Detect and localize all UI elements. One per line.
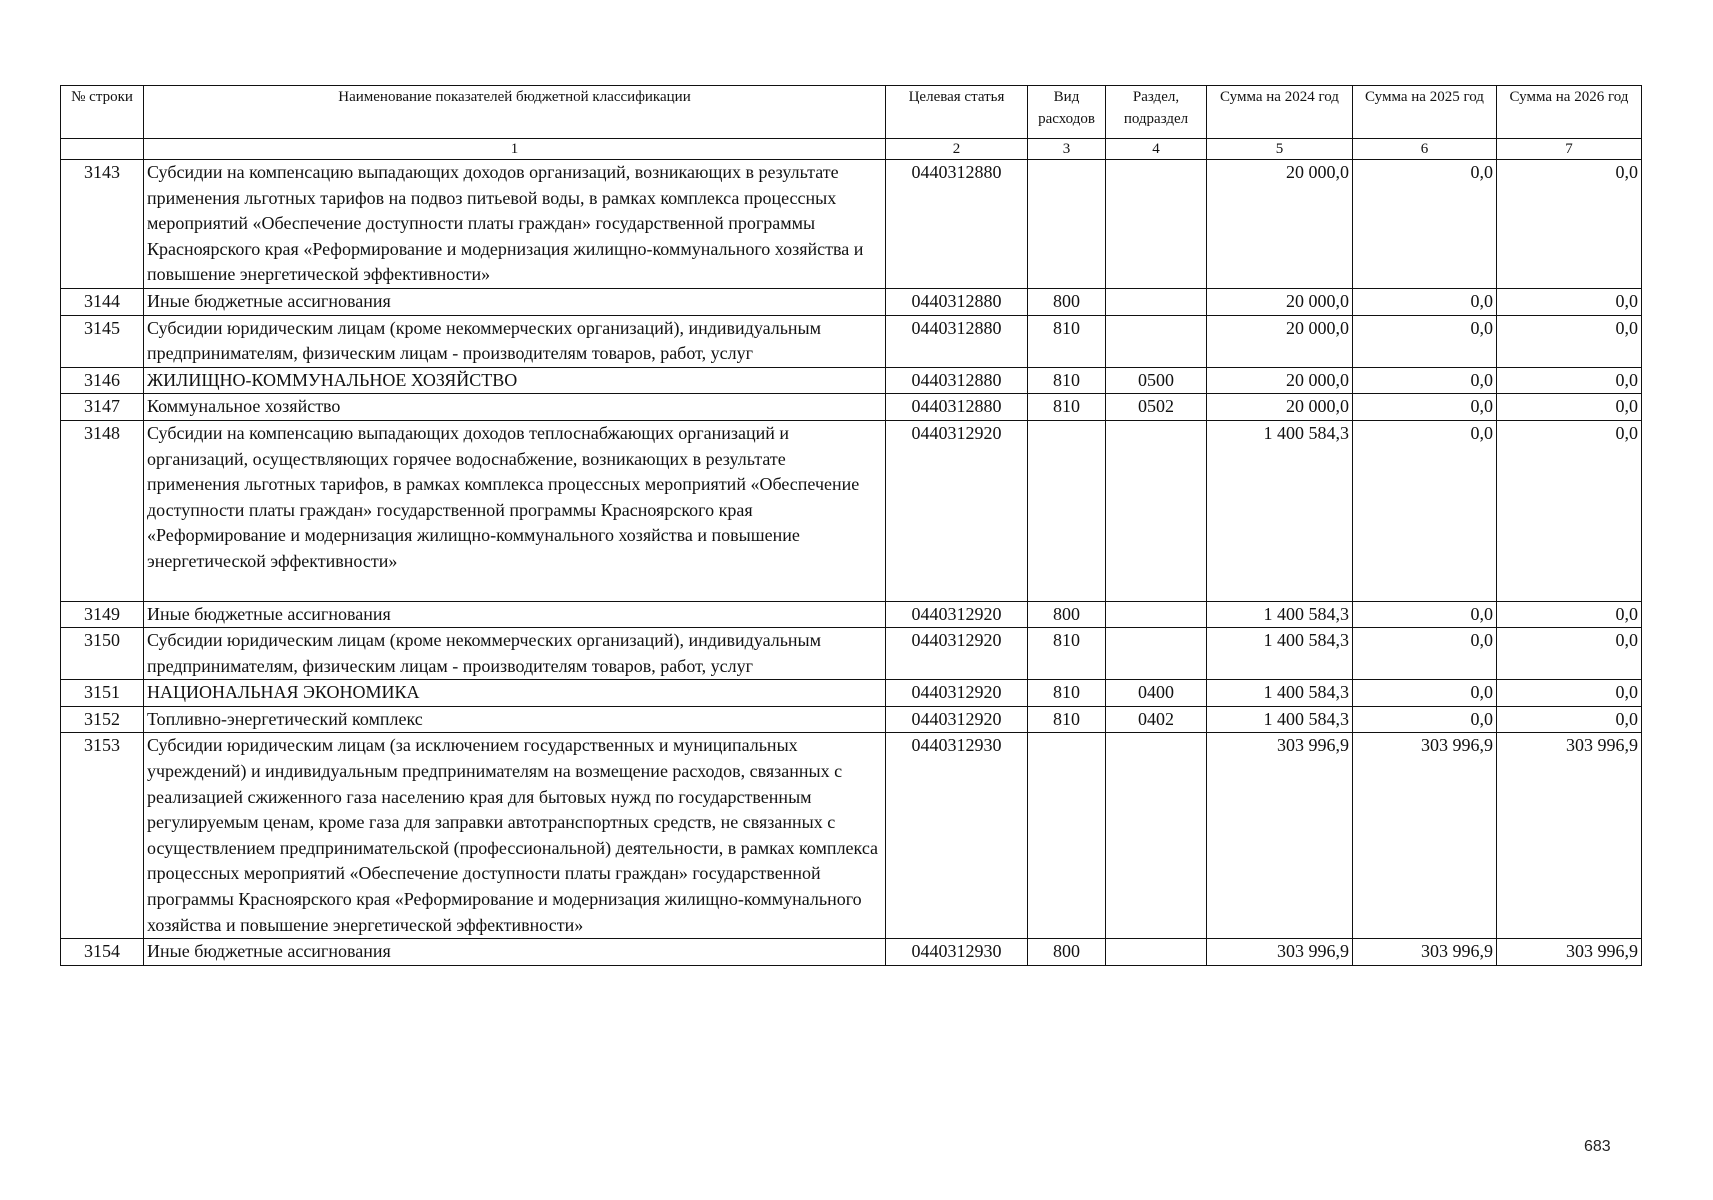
row-section: 0402: [1106, 706, 1207, 733]
row-target-article: 0440312930: [886, 939, 1028, 966]
row-sum-2024: 303 996,9: [1207, 733, 1353, 939]
row-target-article: 0440312880: [886, 367, 1028, 394]
row-sum-2025: 0,0: [1353, 315, 1497, 367]
row-target-article: 0440312880: [886, 394, 1028, 421]
header-sum-2025: Сумма на 2025 год: [1353, 86, 1497, 139]
row-section: [1106, 601, 1207, 628]
row-name: Иные бюджетные ассигнования: [144, 601, 886, 628]
row-sum-2026: 0,0: [1497, 601, 1642, 628]
row-name: НАЦИОНАЛЬНАЯ ЭКОНОМИКА: [144, 680, 886, 707]
row-name: Субсидии юридическим лицам (кроме некоммерческих организаций), индивидуальным предпринимателям, физическим лицам - производителям товаров, работ, услуг: [144, 315, 886, 367]
header-section: Раздел, подраздел: [1106, 86, 1207, 139]
row-number: 3151: [61, 680, 144, 707]
header-target-article: Целевая статья: [886, 86, 1028, 139]
row-section: 0502: [1106, 394, 1207, 421]
column-index: [61, 139, 144, 160]
row-target-article: 0440312920: [886, 420, 1028, 601]
row-sum-2026: 0,0: [1497, 367, 1642, 394]
table-body: [61, 160, 1642, 966]
row-expense-type: 810: [1028, 680, 1106, 707]
row-section: [1106, 939, 1207, 966]
table-row: [61, 628, 1642, 680]
table-row: [61, 680, 1642, 707]
row-number: 3148: [61, 420, 144, 601]
column-index: 1: [144, 139, 886, 160]
row-number: 3149: [61, 601, 144, 628]
row-section: 0400: [1106, 680, 1207, 707]
row-sum-2025: 0,0: [1353, 160, 1497, 289]
row-sum-2025: 0,0: [1353, 706, 1497, 733]
table-row: [61, 706, 1642, 733]
row-sum-2024: 20 000,0: [1207, 394, 1353, 421]
row-sum-2025: 0,0: [1353, 394, 1497, 421]
row-expense-type: 810: [1028, 367, 1106, 394]
column-index: 7: [1497, 139, 1642, 160]
row-sum-2026: 0,0: [1497, 706, 1642, 733]
row-number: 3154: [61, 939, 144, 966]
header-sum-2026: Сумма на 2026 год: [1497, 86, 1642, 139]
row-section: [1106, 315, 1207, 367]
table-row: [61, 420, 1642, 601]
row-number: 3144: [61, 288, 144, 315]
row-section: 0500: [1106, 367, 1207, 394]
row-sum-2025: 303 996,9: [1353, 939, 1497, 966]
row-expense-type: 810: [1028, 706, 1106, 733]
row-sum-2026: 0,0: [1497, 420, 1642, 601]
row-sum-2024: 1 400 584,3: [1207, 628, 1353, 680]
table-row: [61, 367, 1642, 394]
row-sum-2024: 20 000,0: [1207, 367, 1353, 394]
row-expense-type: 800: [1028, 601, 1106, 628]
row-number: 3146: [61, 367, 144, 394]
row-expense-type: 800: [1028, 288, 1106, 315]
row-sum-2024: 20 000,0: [1207, 288, 1353, 315]
row-expense-type: 810: [1028, 315, 1106, 367]
row-sum-2024: 1 400 584,3: [1207, 601, 1353, 628]
row-expense-type: [1028, 160, 1106, 289]
row-sum-2025: 0,0: [1353, 288, 1497, 315]
row-name: Субсидии юридическим лицам (кроме некоммерческих организаций), индивидуальным предпринимателям, физическим лицам - производителям товаров, работ, услуг: [144, 628, 886, 680]
row-sum-2026: 0,0: [1497, 315, 1642, 367]
header-expense-type: Вид расходов: [1028, 86, 1106, 139]
budget-sheet: [60, 85, 1641, 966]
row-target-article: 0440312880: [886, 288, 1028, 315]
page-number: 683: [1584, 1138, 1611, 1155]
row-number: 3150: [61, 628, 144, 680]
table-row: [61, 601, 1642, 628]
row-name: Иные бюджетные ассигнования: [144, 288, 886, 315]
row-target-article: 0440312920: [886, 628, 1028, 680]
row-name: Топливно-энергетический комплекс: [144, 706, 886, 733]
row-expense-type: 810: [1028, 394, 1106, 421]
row-expense-type: 800: [1028, 939, 1106, 966]
row-target-article: 0440312920: [886, 680, 1028, 707]
column-index-row: [61, 139, 1642, 160]
row-target-article: 0440312920: [886, 601, 1028, 628]
row-expense-type: [1028, 420, 1106, 601]
row-section: [1106, 288, 1207, 315]
row-target-article: 0440312930: [886, 733, 1028, 939]
row-section: [1106, 733, 1207, 939]
column-index: 4: [1106, 139, 1207, 160]
header-name: Наименование показателей бюджетной классификации: [144, 86, 886, 139]
row-sum-2026: 0,0: [1497, 288, 1642, 315]
row-number: 3145: [61, 315, 144, 367]
row-sum-2024: 20 000,0: [1207, 315, 1353, 367]
row-sum-2024: 20 000,0: [1207, 160, 1353, 289]
row-name: Субсидии на компенсацию выпадающих доходов организаций, возникающих в результате применения льготных тарифов на подвоз питьевой воды, в рамках комплекса процессных мероприятий «Обеспечение доступности платы граждан» государственной программы Красноярского края «Реформирование и модернизация жилищно-коммунального хозяйства и повышение энергетической эффективности»: [144, 160, 886, 289]
row-sum-2024: 303 996,9: [1207, 939, 1353, 966]
row-name: Субсидии юридическим лицам (за исключением государственных и муниципальных учреждений) и индивидуальным предпринимателям на возмещение расходов, связанных с реализацией сжиженного газа населению края для бытовых нужд по государственным регулируемым ценам, кроме газа для заправки автотранспортных средств, не связанных с осуществлением предпринимательской (профессиональной) деятельности, в рамках комплекса процессных мероприятий «Обеспечение доступности платы граждан» государственной программы Красноярского края «Реформирование и модернизация жилищно-коммунального хозяйства и повышение энергетической эффективности»: [144, 733, 886, 939]
table-row: [61, 288, 1642, 315]
table-row: [61, 394, 1642, 421]
row-sum-2025: 0,0: [1353, 628, 1497, 680]
table-row: [61, 315, 1642, 367]
row-section: [1106, 160, 1207, 289]
row-sum-2026: 0,0: [1497, 680, 1642, 707]
row-sum-2025: 0,0: [1353, 420, 1497, 601]
column-index: 3: [1028, 139, 1106, 160]
row-section: [1106, 420, 1207, 601]
row-sum-2026: 0,0: [1497, 160, 1642, 289]
row-sum-2025: 303 996,9: [1353, 733, 1497, 939]
row-name: Коммунальное хозяйство: [144, 394, 886, 421]
row-sum-2025: 0,0: [1353, 680, 1497, 707]
column-index: 2: [886, 139, 1028, 160]
table-row: [61, 733, 1642, 939]
row-target-article: 0440312880: [886, 315, 1028, 367]
header-sum-2024: Сумма на 2024 год: [1207, 86, 1353, 139]
column-index: 5: [1207, 139, 1353, 160]
row-sum-2024: 1 400 584,3: [1207, 680, 1353, 707]
row-name: Иные бюджетные ассигнования: [144, 939, 886, 966]
header-row-no: № строки: [61, 86, 144, 139]
row-number: 3147: [61, 394, 144, 421]
row-number: 3152: [61, 706, 144, 733]
row-target-article: 0440312880: [886, 160, 1028, 289]
row-number: 3153: [61, 733, 144, 939]
table-row: [61, 160, 1642, 289]
row-sum-2025: 0,0: [1353, 367, 1497, 394]
budget-table: [60, 85, 1642, 966]
row-sum-2025: 0,0: [1353, 601, 1497, 628]
row-section: [1106, 628, 1207, 680]
table-row: [61, 939, 1642, 966]
row-expense-type: 810: [1028, 628, 1106, 680]
row-sum-2024: 1 400 584,3: [1207, 420, 1353, 601]
row-name: ЖИЛИЩНО-КОММУНАЛЬНОЕ ХОЗЯЙСТВО: [144, 367, 886, 394]
row-number: 3143: [61, 160, 144, 289]
row-target-article: 0440312920: [886, 706, 1028, 733]
column-index: 6: [1353, 139, 1497, 160]
row-sum-2024: 1 400 584,3: [1207, 706, 1353, 733]
row-expense-type: [1028, 733, 1106, 939]
header-row: [61, 86, 1642, 139]
row-sum-2026: 0,0: [1497, 394, 1642, 421]
row-sum-2026: 303 996,9: [1497, 939, 1642, 966]
row-sum-2026: 303 996,9: [1497, 733, 1642, 939]
row-name: Субсидии на компенсацию выпадающих доходов теплоснабжающих организаций и организаций, осуществляющих горячее водоснабжение, возникающих в результате применения льготных тарифов, в рамках комплекса процессных мероприятий «Обеспечение доступности платы граждан» государственной программы Красноярского края «Реформирование и модернизация жилищно-коммунального хозяйства и повышение энергетической эффективности»: [144, 420, 886, 601]
row-sum-2026: 0,0: [1497, 628, 1642, 680]
